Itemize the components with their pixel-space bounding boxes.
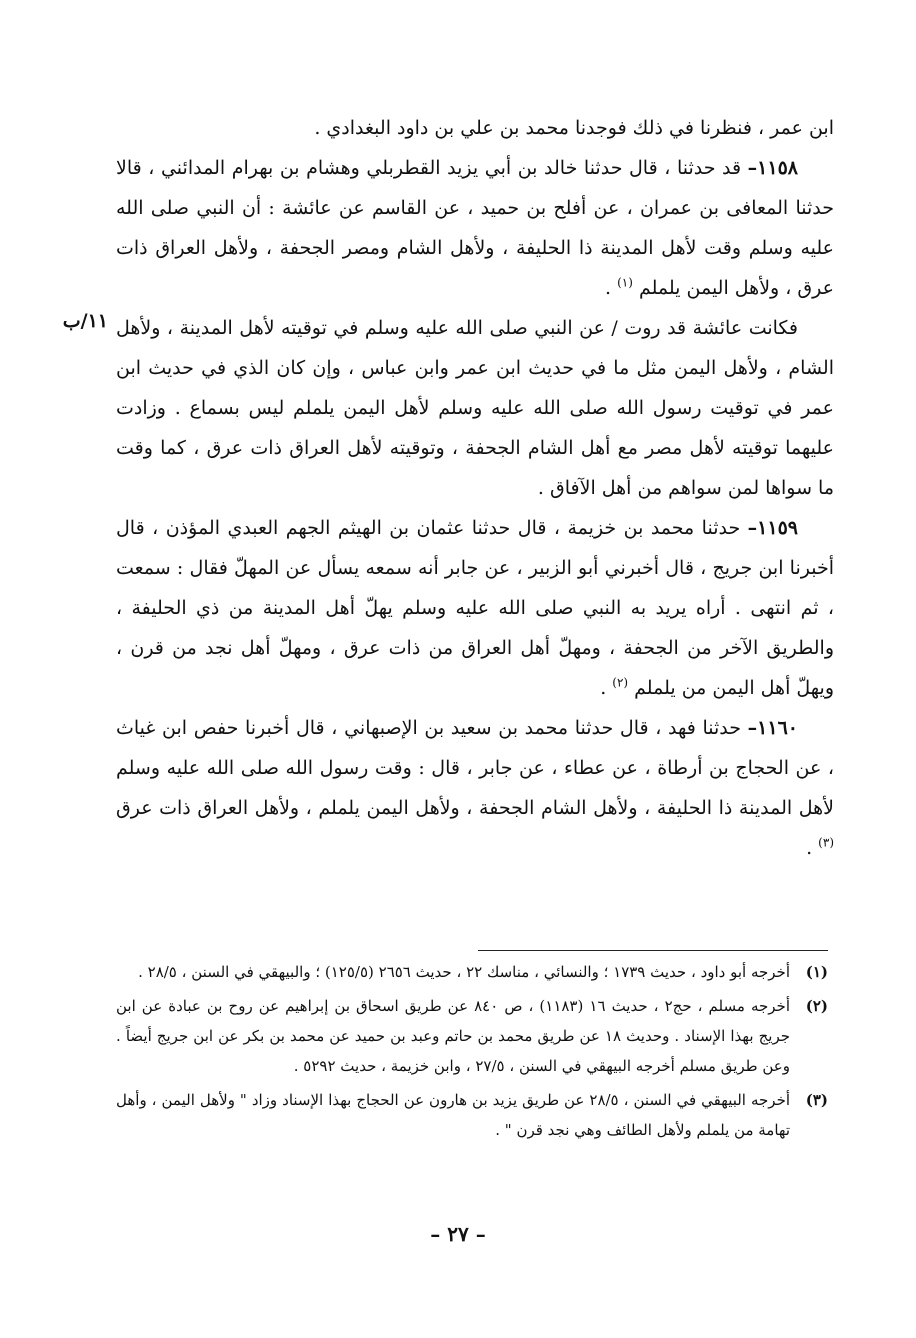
hadith-text: حدثنا فهد ، قال حدثنا محمد بن سعيد بن الإصبهاني ، قال أخبرنا حفص ابن غياث ، عن الحجاج بن أرطاة ، عن عطاء ، عن جابر ، قال : وقت رسول الله صلى الله عليه وسلم لأهل المدينة ذا الحليفة ، ولأهل الشام الجحفة ، ولأهل اليمن يلملم ، ولأهل العراق ذات عرق: [116, 717, 834, 819]
page-number: – ٢٧ –: [430, 1222, 486, 1246]
manuscript-folio-marker: ١١/ب: [62, 310, 108, 332]
hadith-number: ١١٥٨–: [747, 157, 798, 179]
hadith-1159: [116, 508, 834, 708]
footnote-text: أخرجه البيهقي في السنن ، ٢٨/٥ عن طريق يزيد بن هارون عن الحجاج بهذا الإسناد وزاد " ولأهل اليمن ، وأهل تهامة من يلملم ولأهل الطائف وهي نجد قرن " .: [116, 1091, 791, 1139]
footnote-number: (١): [805, 963, 828, 981]
hadith-1158: [116, 148, 834, 308]
hadith-1160: [116, 708, 834, 868]
footnote-text: أخرجه أبو داود ، حديث ١٧٣٩ ؛ والنسائي ، مناسك ٢٢ ، حديث ٢٦٥٦ (١٢٥/٥) ؛ والبيهقي في السنن ، ٢٨/٥ .: [138, 963, 790, 981]
hadith-end: .: [806, 837, 819, 859]
footnote-3: [116, 1085, 828, 1145]
intro-paragraph: ابن عمر ، فنظرنا في ذلك فوجدنا محمد بن علي بن داود البغدادي .: [314, 117, 834, 139]
footnote-number: (٢): [805, 997, 828, 1015]
footnote-2: [116, 991, 828, 1081]
main-text: [116, 108, 834, 868]
footnote-1: [116, 957, 828, 987]
commentary-paragraph: فكانت عائشة قد روت / عن النبي صلى الله عليه وسلم في توقيته لأهل المدينة ، ولأهل الشام ، ولأهل اليمن مثل ما في حديث ابن عمر وابن عباس ، وإن كان الذي في حديث ابن عمر في توقيت رسول الله صلى الله عليه وسلم لأهل اليمن يلملم ليس بسماع . وزادت عليهما توقيته لأهل مصر مع أهل الشام الجحفة ، وتوقيته لأهل العراق ذات عرق ، كما وقت ما سواها لمن سواهم من أهل الآفاق .: [116, 317, 834, 499]
footnote-ref[interactable]: (٣): [818, 835, 834, 850]
footnotes: [116, 957, 828, 1149]
hadith-end: .: [600, 677, 613, 699]
footnote-ref[interactable]: (٢): [612, 675, 629, 690]
footnote-text: أخرجه مسلم ، حج٢ ، حديث ١٦ (١١٨٣) ، ص ٨٤٠ عن طريق اسحاق بن إبراهيم عن روح بن عبادة عن ابن جريج بهذا الإسناد . وحديث ١٨ عن طريق محمد بن حاتم وعبد بن حميد عن محمد بن بكر عن ابن جريج أيضاً . وعن طريق مسلم أخرجه البيهقي في السنن ، ٢٧/٥ ، وابن خزيمة ، حديث ٥٢٩٢ .: [116, 997, 790, 1075]
hadith-end: .: [605, 277, 618, 299]
hadith-text: قد حدثنا ، قال حدثنا خالد بن أبي يزيد القطربلي وهشام بن بهرام المدائني ، قالا حدثنا المعافى بن عمران ، عن أفلح بن حميد ، عن القاسم عن عائشة : أن النبي صلى الله عليه وسلم وقت لأهل المدينة ذا الحليفة ، ولأهل الشام ومصر الجحفة ، ولأهل العراق ذات عرق ، ولأهل اليمن يلملم: [116, 157, 835, 299]
hadith-number: ١١٦٠–: [747, 717, 798, 739]
hadith-number: ١١٥٩–: [747, 517, 798, 539]
hadith-text: حدثنا محمد بن خزيمة ، قال حدثنا عثمان بن الهيثم الجهم العبدي المؤذن ، قال أخبرنا ابن جريج ، قال أخبرني أبو الزبير ، عن جابر أنه سمعه يسأل عن المهلّ فقال : سمعت ، ثم انتهى . أراه يريد به النبي صلى الله عليه وسلم يهلّ أهل المدينة من ذي الحليفة ، والطريق الآخر من الجحفة ، ومهلّ أهل العراق من ذات عرق ، ومهلّ أهل نجد من قرن ، ويهلّ أهل اليمن من يلملم: [116, 517, 834, 699]
footnote-ref[interactable]: (١): [617, 275, 633, 290]
footnote-divider: [478, 950, 828, 951]
footnote-number: (٣): [805, 1091, 828, 1109]
